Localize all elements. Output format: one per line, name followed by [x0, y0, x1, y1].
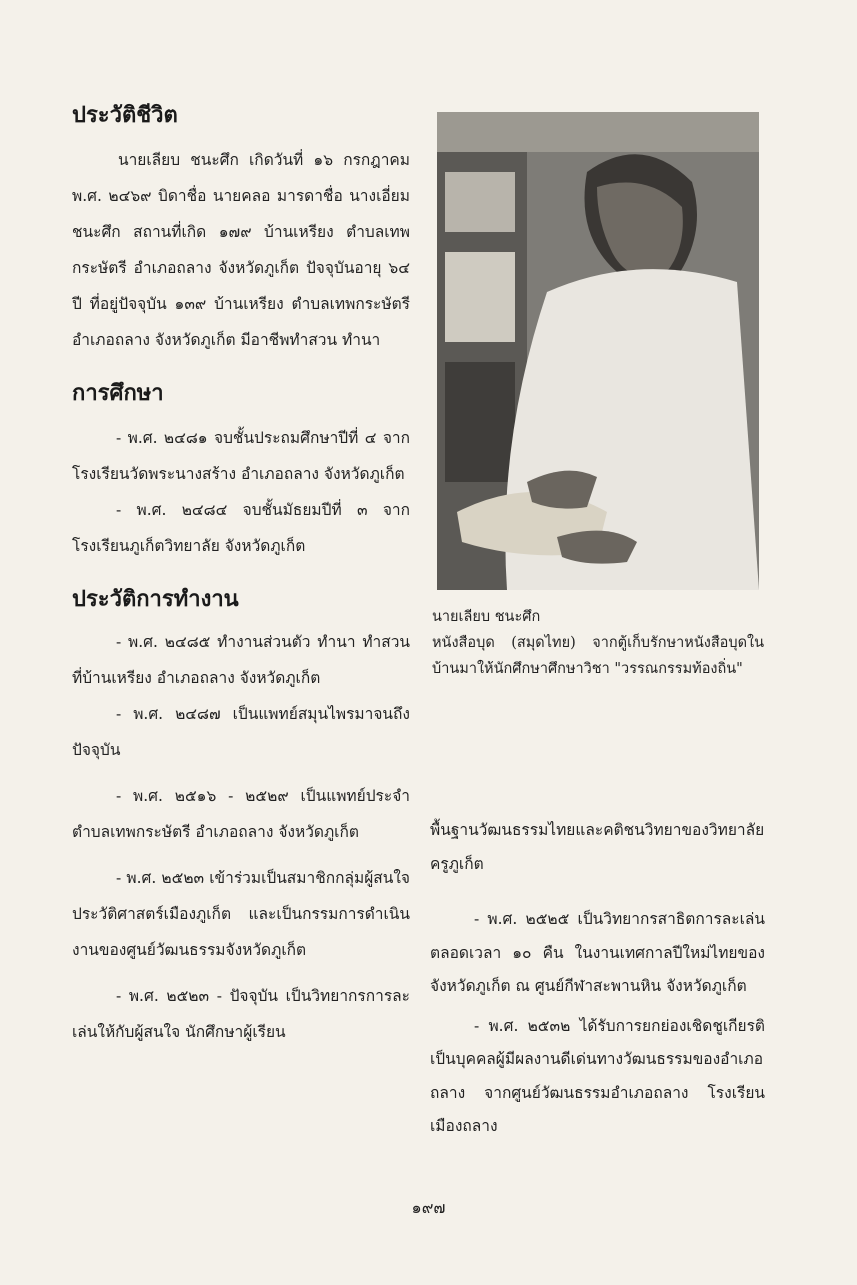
photo-image: [437, 112, 759, 590]
education-item: - พ.ศ. ๒๔๘๔ จบชั้นมัธยมปีที่ ๓ จากโรงเรียนภูเก็ตวิทยาลัย จังหวัดภูเก็ต: [72, 501, 410, 555]
work-item: - พ.ศ. ๒๔๘๕ ทำงานส่วนตัว ทำนา ทำสวนที่บ้านเหรียง อำเภอถลาง จังหวัดภูเก็ต: [72, 633, 410, 687]
left-column: [72, 100, 410, 1050]
work-heading: ประวัติการทำงาน: [72, 586, 239, 612]
work-item: - พ.ศ. ๒๕๒๓ - ปัจจุบัน เป็นวิทยากรการละเล่นให้กับผู้สนใจ นักศึกษาผู้เรียน: [72, 987, 410, 1041]
right-item: - พ.ศ. ๒๕๓๒ ได้รับการยกย่องเชิดชูเกียรติเป็นบุคคลผู้มีผลงานดีเด่นทางวัฒนธรรมของอำเภอถลาง จากศูนย์วัฒนธรรมอำเภอถลาง โรงเรียนเมืองถลาง: [430, 1016, 765, 1135]
continuation-paragraph: พื้นฐานวัฒนธรรมไทยและคติชนวิทยาของวิทยาลัยครูภูเก็ต: [430, 821, 765, 873]
biography-paragraph: นายเลียบ ชนะศึก เกิดวันที่ ๑๖ กรกฎาคม พ.ศ. ๒๔๖๙ บิดาชื่อ นายคลอ มารดาชื่อ นางเอี่ยม ชนะศึก สถานที่เกิด ๑๗๙ บ้านเหรียง ตำบลเทพกระษัตรี อำเภอถลาง จังหวัดภูเก็ต ปัจจุบันอายุ ๖๔ ปี ที่อยู่ปัจจุบัน ๑๓๙ บ้านเหรียง ตำบลเทพกระษัตรี อำเภอถลาง จังหวัดภูเก็ต มีอาชีพทำสวน ทำนา: [72, 151, 410, 349]
photo-caption: [432, 604, 764, 682]
portrait-photo: [437, 112, 759, 590]
right-column: [430, 814, 765, 1144]
education-heading: การศึกษา: [72, 380, 164, 406]
work-item: - พ.ศ. ๒๕๒๓ เข้าร่วมเป็นสมาชิกกลุ่มผู้สนใจประวัติศาสตร์เมืองภูเก็ต และเป็นกรรมการดำเนินงานของศูนย์วัฒนธรรมจังหวัดภูเก็ต: [72, 869, 410, 959]
biography-heading: ประวัติชีวิต: [72, 102, 178, 128]
caption-text: หนังสือบุด (สมุดไทย) จากตู้เก็บรักษาหนังสือบุดในบ้านมาให้นักศึกษาศึกษาวิชา "วรรณกรรมท้องถิ่น": [432, 635, 764, 677]
caption-name: นายเลียบ ชนะศึก: [432, 609, 541, 625]
right-item: - พ.ศ. ๒๕๒๕ เป็นวิทยากรสาธิตการละเล่น ตลอดเวลา ๑๐ คืน ในงานเทศกาลปีใหม่ไทยของจังหวัดภูเก็ต ณ ศูนย์กีฬาสะพานหิน จังหวัดภูเก็ต: [430, 910, 765, 995]
education-item: - พ.ศ. ๒๔๘๑ จบชั้นประถมศึกษาปีที่ ๔ จากโรงเรียนวัดพระนางสร้าง อำเภอถลาง จังหวัดภูเก็ต: [72, 429, 410, 483]
work-item: - พ.ศ. ๒๕๑๖ - ๒๕๒๙ เป็นแพทย์ประจำตำบลเทพกระษัตรี อำเภอถลาง จังหวัดภูเก็ต: [72, 787, 410, 841]
page-number: ๑๙๗: [411, 1198, 446, 1217]
work-item: - พ.ศ. ๒๔๘๗ เป็นแพทย์สมุนไพรมาจนถึงปัจจุบัน: [72, 705, 410, 759]
